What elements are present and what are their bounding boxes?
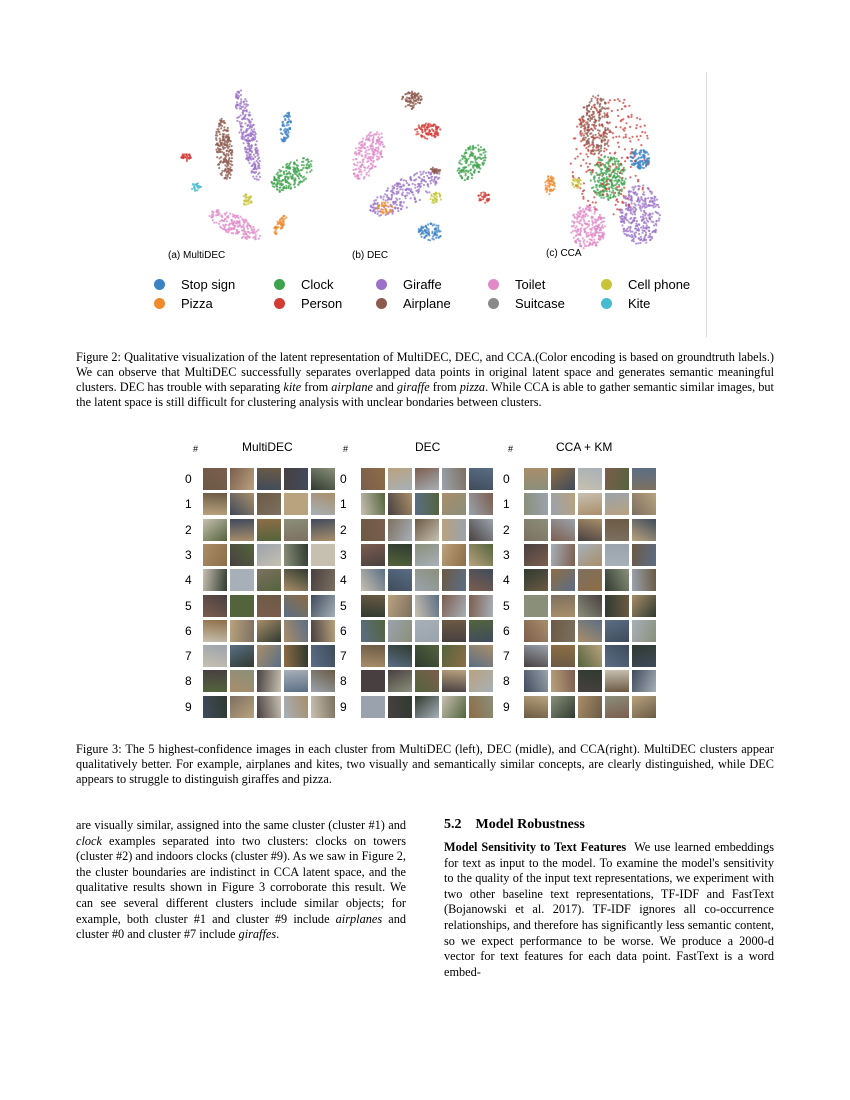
cluster-thumbnail-image	[388, 468, 412, 490]
cluster-thumbnail-image	[415, 620, 439, 642]
title-dec: DEC	[415, 440, 441, 454]
legend-item	[154, 296, 213, 311]
cluster-thumbnail-image	[284, 493, 308, 515]
legend-label: Suitcase	[515, 296, 565, 311]
cluster-thumbnail-image	[632, 569, 656, 591]
cluster-thumbnail-image	[605, 519, 629, 541]
cluster-pizza	[273, 215, 287, 235]
cluster-thumbnail-image	[203, 544, 227, 566]
cluster-thumbnail-row	[361, 595, 493, 617]
cluster-thumbnail-image	[524, 519, 548, 541]
cluster-thumbnail-image	[578, 544, 602, 566]
legend-item	[154, 277, 235, 292]
cluster-thumbnail-row	[361, 544, 493, 566]
cluster-thumbnail-image	[230, 468, 254, 490]
cluster-thumbnail-image	[257, 620, 281, 642]
cluster-thumbnail-image	[578, 493, 602, 515]
cluster-thumbnail-image	[415, 569, 439, 591]
cluster-thumbnail-image	[415, 519, 439, 541]
section-heading: 5.2 Model Robustness	[444, 817, 585, 832]
cluster-row-number: 5	[503, 598, 510, 613]
cluster-thumbnail-row	[203, 569, 335, 591]
cluster-thumbnail-row	[361, 493, 493, 515]
cluster-thumbnail-image	[442, 569, 466, 591]
cluster-thumbnail-image	[632, 519, 656, 541]
cluster-thumbnail-image	[284, 620, 308, 642]
cluster-toilet-b	[352, 131, 385, 180]
cluster-row-number: 5	[185, 598, 192, 613]
cluster-thumbnail-image	[415, 468, 439, 490]
cluster-row-number: 1	[503, 497, 510, 512]
cluster-row-number: 0	[185, 472, 192, 486]
cluster-thumbnail-image	[551, 519, 575, 541]
cluster-thumbnail-row	[361, 569, 493, 591]
cluster-row-number: 3	[503, 547, 510, 562]
cluster-person-b2	[478, 191, 491, 203]
cluster-thumbnail-image	[551, 696, 575, 718]
cluster-thumbnail-image	[230, 493, 254, 515]
cluster-thumbnail-image	[361, 493, 385, 515]
cluster-giraffe-c	[619, 184, 661, 244]
title-multidec: MultiDEC	[242, 440, 293, 454]
cluster-thumbnail-image	[388, 595, 412, 617]
cluster-thumbnail-row	[361, 670, 493, 692]
cluster-thumbnail-image	[632, 696, 656, 718]
cluster-thumbnail-row	[524, 544, 656, 566]
hash-dec: #	[343, 444, 349, 454]
cluster-thumbnail-image	[551, 544, 575, 566]
cluster-thumbnail-image	[469, 670, 493, 692]
cluster-thumbnail-image	[311, 468, 335, 490]
cluster-thumbnail-image	[361, 569, 385, 591]
cluster-thumbnail-image	[257, 493, 281, 515]
cluster-thumbnail-row	[524, 493, 656, 515]
cluster-thumbnail-image	[632, 468, 656, 490]
cluster-thumbnail-image	[230, 670, 254, 692]
cluster-thumbnail-row	[361, 468, 493, 490]
cluster-stop-sign	[280, 112, 292, 143]
cluster-thumbnail-image	[632, 544, 656, 566]
cluster-thumbnail-image	[284, 645, 308, 667]
cluster-thumbnail-image	[311, 595, 335, 617]
cluster-thumbnail-image	[361, 670, 385, 692]
cluster-thumbnail-image	[605, 493, 629, 515]
cluster-thumbnail-image	[388, 670, 412, 692]
cluster-thumbnail-image	[203, 519, 227, 541]
hash-multidec: #	[193, 444, 199, 454]
legend-item	[488, 296, 565, 311]
cluster-thumbnail-image	[469, 696, 493, 718]
cluster-row-number: 2	[340, 522, 347, 537]
legend-item	[601, 296, 650, 311]
cluster-thumbnail-image	[230, 519, 254, 541]
cluster-thumbnail-image	[415, 696, 439, 718]
cluster-thumbnail-image	[524, 569, 548, 591]
cluster-thumbnail-image	[415, 595, 439, 617]
cluster-thumbnail-image	[442, 620, 466, 642]
cluster-thumbnail-image	[230, 595, 254, 617]
cluster-thumbnail-row	[203, 519, 335, 541]
cluster-thumbnail-row	[361, 696, 493, 718]
cluster-thumbnail-image	[469, 519, 493, 541]
cluster-thumbnail-image	[388, 493, 412, 515]
cluster-thumbnail-image	[578, 620, 602, 642]
legend-color-swatch	[601, 279, 612, 290]
cluster-pizza-c	[544, 175, 556, 195]
cluster-thumbnail-image	[361, 595, 385, 617]
figure3-caption: Figure 3: The 5 highest-confidence images in each cluster from MultiDEC (left), DEC (midle), and CCA(right). MultiDEC clusters appear qualitatively better. For example, airplanes and kites, two visually and semantically similar concepts, are clearly distinguished, while DEC appears to struggle to distinguish giraffes and pizza.	[76, 742, 774, 786]
panel-label-cca: (c) CCA	[546, 248, 582, 259]
cluster-thumbnail-row	[524, 569, 656, 591]
cluster-thumbnail-image	[415, 645, 439, 667]
cluster-thumbnail-image	[388, 569, 412, 591]
cluster-thumbnail-image	[524, 493, 548, 515]
cluster-thumbnail-image	[311, 569, 335, 591]
cluster-row-number: 4	[340, 573, 347, 588]
cluster-row-number: 3	[340, 547, 347, 562]
cluster-thumbnail-image	[524, 544, 548, 566]
cluster-row-number: 1	[340, 497, 347, 512]
legend-label: Stop sign	[181, 277, 236, 292]
cluster-thumbnail-image	[388, 645, 412, 667]
cluster-thumbnail-image	[469, 645, 493, 667]
cluster-thumbnail-image	[284, 670, 308, 692]
cluster-row-number: 8	[503, 674, 510, 689]
cluster-thumbnail-image	[605, 569, 629, 591]
cluster-thumbnail-image	[632, 493, 656, 515]
cluster-thumbnail-row	[203, 595, 335, 617]
cluster-thumbnail-image	[415, 493, 439, 515]
cluster-thumbnail-image	[257, 645, 281, 667]
legend-label: Clock	[301, 277, 334, 292]
cluster-thumbnail-image	[442, 468, 466, 490]
cluster-thumbnail-image	[605, 595, 629, 617]
cluster-thumbnail-image	[361, 468, 385, 490]
legend-color-swatch	[154, 279, 165, 290]
legend-color-swatch	[488, 298, 499, 309]
cluster-row-number: 1	[185, 497, 192, 512]
cluster-thumbnail-image	[605, 620, 629, 642]
cluster-thumbnail-image	[361, 696, 385, 718]
cluster-thumbnail-image	[442, 670, 466, 692]
cluster-thumbnail-row	[203, 645, 335, 667]
cluster-thumbnail-image	[524, 670, 548, 692]
cluster-thumbnail-image	[524, 468, 548, 490]
cluster-thumbnail-image	[311, 620, 335, 642]
cluster-thumbnail-image	[524, 595, 548, 617]
cluster-thumbnail-image	[632, 595, 656, 617]
legend-color-swatch	[488, 279, 499, 290]
cluster-thumbnail-image	[442, 493, 466, 515]
cluster-airplane-b	[401, 91, 423, 111]
cluster-kite	[191, 182, 202, 191]
title-cca: CCA + KM	[556, 440, 613, 454]
cluster-thumbnail-image	[605, 696, 629, 718]
cluster-thumbnail-image	[203, 645, 227, 667]
panel-label-multidec: (a) MultiDEC	[168, 250, 226, 261]
cluster-thumbnail-row	[203, 620, 335, 642]
cluster-thumbnail-image	[284, 468, 308, 490]
cluster-thumbnail-row	[203, 544, 335, 566]
cluster-row-number: 7	[503, 649, 510, 664]
hash-cca: #	[508, 444, 514, 454]
cluster-thumbnail-row	[203, 468, 335, 490]
cluster-thumbnail-image	[578, 645, 602, 667]
cluster-giraffe	[235, 89, 261, 180]
legend-label: Pizza	[181, 296, 213, 311]
cluster-row-number: 0	[503, 472, 510, 486]
cluster-thumbnail-image	[415, 670, 439, 692]
cluster-thumbnail-image	[311, 493, 335, 515]
cluster-cell-phone	[243, 193, 253, 205]
cluster-thumbnail-row	[524, 620, 656, 642]
cluster-thumbnail-image	[442, 544, 466, 566]
left-column-text: are visually similar, assigned into the same cluster (cluster #1) and clock examples separated into two clusters: clocks on towers (cluster #2) and indoors clocks (cluster #9). As we saw in Figure 2, the cluster boundaries are indistinct in CCA latent space, and the qualitative results shown in Figure 3 corroborate this result. We can see several different clusters include similar objects; for example, both cluster #1 and cluster #9 include airplanes and cluster #0 and cluster #7 include giraffes.	[76, 818, 406, 942]
cluster-thumbnail-image	[284, 696, 308, 718]
cluster-clock	[271, 157, 313, 193]
cluster-row-number: 8	[340, 674, 347, 689]
cluster-thumbnail-image	[578, 468, 602, 490]
cluster-thumbnail-image	[388, 544, 412, 566]
cluster-thumbnail-row	[361, 519, 493, 541]
cluster-row-number: 0	[340, 472, 347, 486]
cluster-thumbnail-image	[415, 544, 439, 566]
cluster-thumbnail-image	[230, 645, 254, 667]
cluster-thumbnail-image	[578, 519, 602, 541]
cluster-thumbnail-image	[311, 645, 335, 667]
cluster-thumbnail-image	[311, 544, 335, 566]
cluster-thumbnail-image	[257, 519, 281, 541]
cluster-thumbnail-row	[203, 670, 335, 692]
cluster-thumbnail-image	[203, 569, 227, 591]
cluster-thumbnail-image	[230, 620, 254, 642]
cluster-thumbnail-image	[203, 493, 227, 515]
cluster-thumbnail-row	[524, 595, 656, 617]
cluster-thumbnail-image	[551, 645, 575, 667]
cluster-thumbnail-image	[524, 645, 548, 667]
cluster-row-number: 6	[340, 623, 347, 638]
cluster-toilet-c	[570, 205, 606, 250]
cluster-thumbnail-row	[524, 519, 656, 541]
figure2-scatter-plots	[140, 75, 710, 255]
cluster-row-number: 7	[340, 649, 347, 664]
legend-label: Cell phone	[628, 277, 691, 292]
legend-color-swatch	[376, 298, 387, 309]
cluster-thumbnail-image	[230, 696, 254, 718]
cluster-row-number: 6	[503, 623, 510, 638]
cluster-row-number: 9	[340, 699, 347, 714]
cluster-thumbnail-image	[605, 645, 629, 667]
cluster-thumbnail-image	[257, 670, 281, 692]
cluster-thumbnail-image	[551, 620, 575, 642]
legend-label: Kite	[628, 296, 651, 311]
cluster-thumbnail-row	[524, 468, 656, 490]
cluster-thumbnail-image	[311, 696, 335, 718]
cluster-thumbnail-image	[469, 468, 493, 490]
legend-color-swatch	[601, 298, 612, 309]
cluster-row-number: 6	[185, 623, 192, 638]
cluster-toilet	[209, 209, 262, 240]
cluster-thumbnail-image	[578, 670, 602, 692]
cluster-thumbnail-image	[632, 670, 656, 692]
cluster-thumbnail-image	[284, 595, 308, 617]
cluster-thumbnail-image	[361, 645, 385, 667]
cluster-clock-b	[457, 144, 487, 181]
cluster-thumbnail-image	[578, 696, 602, 718]
cluster-thumbnail-image	[442, 645, 466, 667]
cluster-airplane-c	[578, 95, 611, 156]
cluster-thumbnail-row	[361, 620, 493, 642]
legend-item	[274, 277, 334, 292]
cluster-thumbnail-image	[257, 595, 281, 617]
cluster-thumbnail-image	[257, 468, 281, 490]
legend-label: Airplane	[403, 296, 451, 311]
cluster-thumbnail-image	[469, 544, 493, 566]
cluster-thumbnail-image	[388, 519, 412, 541]
cluster-thumbnail-image	[388, 620, 412, 642]
cluster-thumbnail-image	[230, 569, 254, 591]
cluster-thumbnail-image	[257, 569, 281, 591]
cluster-thumbnail-image	[203, 696, 227, 718]
cluster-thumbnail-image	[442, 595, 466, 617]
legend-color-swatch	[274, 298, 285, 309]
cluster-person-b	[414, 123, 441, 140]
cluster-thumbnail-image	[632, 645, 656, 667]
legend-item	[274, 296, 342, 311]
cluster-thumbnail-image	[203, 620, 227, 642]
cluster-thumbnail-image	[257, 696, 281, 718]
cluster-thumbnail-row	[524, 696, 656, 718]
legend-label: Person	[301, 296, 343, 311]
legend-label: Giraffe	[403, 277, 442, 292]
cluster-row-number: 4	[503, 573, 510, 588]
cluster-thumbnail-row	[524, 670, 656, 692]
cluster-thumbnail-image	[284, 519, 308, 541]
legend-item	[376, 277, 442, 292]
cluster-person	[180, 153, 192, 162]
cluster-row-number: 4	[185, 573, 192, 588]
cluster-thumbnail-image	[551, 569, 575, 591]
cluster-row-number: 3	[185, 547, 192, 562]
cluster-thumbnail-image	[551, 468, 575, 490]
cluster-thumbnail-image	[203, 670, 227, 692]
legend-color-swatch	[376, 279, 387, 290]
cluster-giraffe-b	[369, 169, 440, 217]
cluster-thumbnail-image	[442, 519, 466, 541]
legend-color-swatch	[154, 298, 165, 309]
cluster-thumbnail-image	[311, 519, 335, 541]
cluster-thumbnail-image	[605, 544, 629, 566]
legend-color-swatch	[274, 279, 285, 290]
cluster-thumbnail-image	[632, 620, 656, 642]
cluster-row-number: 8	[185, 674, 192, 689]
cluster-row-number: 2	[503, 522, 510, 537]
cluster-cell-phone-c	[571, 178, 582, 189]
legend-item	[601, 277, 690, 292]
cluster-thumbnail-image	[551, 595, 575, 617]
cluster-thumbnail-image	[284, 544, 308, 566]
cluster-row-number: 7	[185, 649, 192, 664]
cluster-thumbnail-row	[203, 696, 335, 718]
cluster-thumbnail-image	[551, 493, 575, 515]
cluster-thumbnail-image	[230, 544, 254, 566]
cluster-thumbnail-image	[605, 468, 629, 490]
cluster-row-number: 2	[185, 522, 192, 537]
legend-item	[376, 296, 451, 311]
cluster-row-number: 5	[340, 598, 347, 613]
cluster-thumbnail-image	[203, 595, 227, 617]
cluster-thumbnail-image	[524, 620, 548, 642]
cluster-thumbnail-row	[524, 645, 656, 667]
cluster-thumbnail-image	[578, 595, 602, 617]
cluster-thumbnail-image	[388, 696, 412, 718]
cluster-thumbnail-image	[284, 569, 308, 591]
cluster-thumbnail-image	[361, 519, 385, 541]
right-column-text: Model Sensitivity to Text Features We use learned embeddings for text as input to the model. To examine the model's sensitivity to the quality of the input text representations, we experiment with two other baseline text representations, TF-IDF and FastText (Bojanowski et al. 2017). TF-IDF ignores all co-occurrence relationships, and therefore has significantly less semantic content, so we expect performance to be worse. We produce a 2000-d vector for text features for each data point. FastText is a word embed-	[444, 840, 775, 979]
cluster-thumbnail-row	[361, 645, 493, 667]
cluster-cell-phone-b	[429, 192, 442, 205]
cluster-thumbnail-image	[524, 696, 548, 718]
cluster-thumbnail-image	[605, 670, 629, 692]
cluster-row-number: 9	[185, 699, 192, 714]
cluster-airplane	[215, 118, 233, 180]
cluster-thumbnail-row	[203, 493, 335, 515]
figure2-caption: Figure 2: Qualitative visualization of the latent representation of MultiDEC, DEC, and CCA.(Color encoding is based on groundtruth labels.) We can observe that MultiDEC successfully separates overlapped data points in original latent space and generates semantic meaningful clusters. DEC has trouble with separating kite from airplane and giraffe from pizza. While CCA is able to gather semantic similar images, but the latent space is still difficult for clustering analysis with unclear bondaries between clusters.	[76, 350, 774, 409]
cluster-thumbnail-image	[551, 670, 575, 692]
paragraph-title: Model Sensitivity to Text Features	[444, 840, 627, 854]
panel-label-dec: (b) DEC	[352, 250, 389, 261]
cluster-thumbnail-image	[469, 620, 493, 642]
cluster-thumbnail-image	[469, 595, 493, 617]
cluster-thumbnail-image	[203, 468, 227, 490]
legend-item	[488, 277, 545, 292]
cluster-thumbnail-image	[361, 544, 385, 566]
cluster-row-number: 9	[503, 699, 510, 714]
cluster-thumbnail-image	[257, 544, 281, 566]
cluster-thumbnail-image	[578, 569, 602, 591]
cluster-thumbnail-image	[469, 569, 493, 591]
cluster-thumbnail-image	[361, 620, 385, 642]
cluster-thumbnail-image	[311, 670, 335, 692]
cluster-thumbnail-image	[442, 696, 466, 718]
cluster-kite-b	[418, 223, 442, 242]
legend-label: Toilet	[515, 277, 546, 292]
cluster-thumbnail-image	[469, 493, 493, 515]
